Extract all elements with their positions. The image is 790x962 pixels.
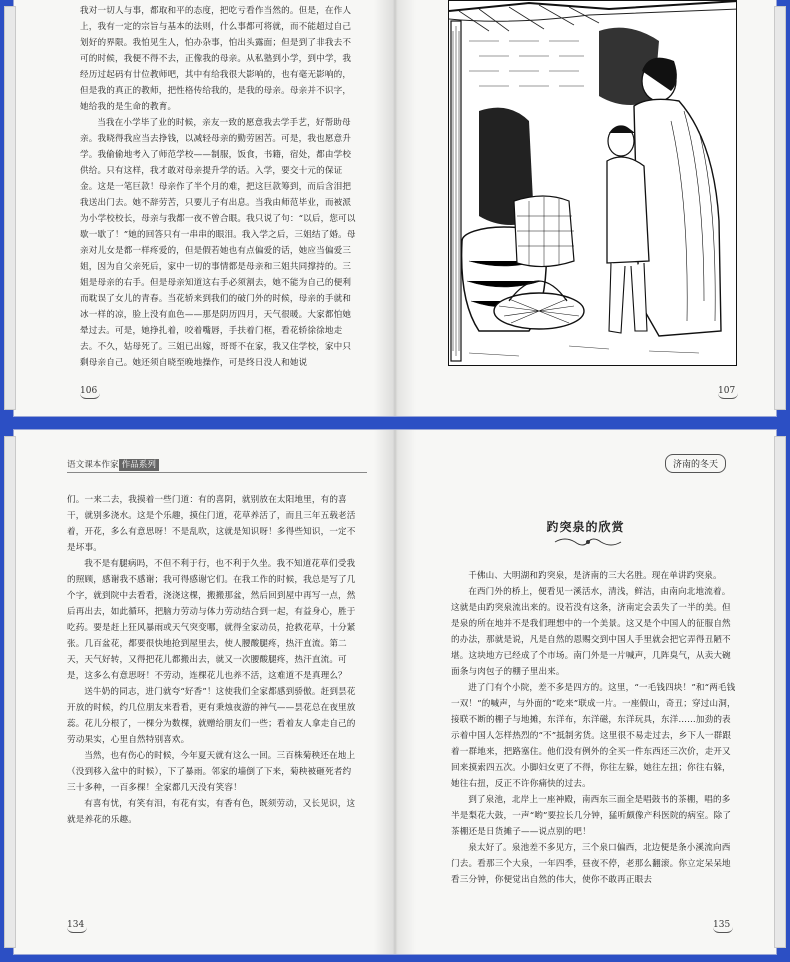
header-rule bbox=[67, 472, 367, 473]
page-107 bbox=[395, 0, 776, 416]
title-ornament bbox=[553, 536, 623, 548]
page-135 bbox=[395, 430, 776, 954]
paragraph: 到了泉池，北岸上一座神殿，南西东三面全是唱鼓书的茶棚，唱的多半是梨花大鼓，一声“哟”要拉长几分钟，猛听颇像产科医院的病室。除了茶棚还是日货摊子——说点别的吧！ bbox=[451, 795, 732, 837]
paragraph: 当然，也有伤心的时候，今年夏天就有这么一回。三百株菊秧还在地上（没到移入盆中的时候），下了暴雨。邻家的墙倒了下来，菊秧被砸死者约三十多种，一百多棵！全家都几天没有笑容！ bbox=[67, 751, 356, 793]
page-number: 106 bbox=[80, 386, 100, 399]
page-number: 134 bbox=[67, 920, 87, 933]
page-106-body bbox=[80, 3, 356, 371]
paragraph: 在西门外的桥上，便看见一溪活水，清浅，鲜洁，由南向北地流着。这就是由趵突泉流出来的。设若没有这条，济南定会丢失了一半的美。但是泉的所在地并不是我们理想中的一个美景。这又是个中国人的征服自然的办法，那就是说，凡是自然的恩赐交到中国人手里就会把它弄得丑陋不堪。这块地方已经成了个市场。南门外是一片喊声，几阵臭气，从卖大碗面条与肉包子的棚子里出来。 bbox=[451, 587, 731, 677]
page-header bbox=[67, 458, 159, 470]
header-series-badge: 作品系列 bbox=[119, 459, 159, 471]
paragraph: 们。一来二去，我摸着一些门道：有的喜阴，就别放在太阳地里，有的喜干，就别多浇水。这是个乐趣，摸住门道，花草养活了，而且三年五载老活着，开花，多么有意思呀！不是乱吹，这就是知识呀！多得些知识，一定不是坏事。 bbox=[67, 495, 356, 553]
illustration bbox=[448, 0, 737, 366]
paragraph: 送牛奶的同志，进门就夸“好香”！这使我们全家都感到骄傲。赶到昙花开放的时候，约几位朋友来看看，更有秉烛夜游的神气——昙花总在夜里放蕊。花儿分根了，一棵分为数棵，就赠给朋友们一些；看着友人拿走自己的劳动果实，心里自然特别喜欢。 bbox=[67, 687, 356, 745]
paragraph: 我对一切人与事，都取和平的态度，把吃亏看作当然的。但是，在作人上，我有一定的宗旨与基本的法则，什么事都可将就，而不能超过自己划好的界限。我怕见生人，怕办杂事，怕出头露面；但是到了非我去不可的时候，我便不得不去，正像我的母亲。从私塾到小学，到中学，我经历过起码有廿位教师吧，其中有给我很大影响的，也有毫无影响的，但是我的真正的教师，把性格传给我的，是我的母亲。母亲并不识字，她给我的是生命的教育。 bbox=[80, 6, 352, 112]
paragraph: 千佛山、大明湖和趵突泉，是济南的三大名胜。现在单讲趵突泉。 bbox=[468, 571, 722, 581]
page-106 bbox=[14, 0, 394, 416]
top-spread bbox=[14, 0, 776, 416]
paragraph: 有喜有忧，有笑有泪，有花有实，有香有色，既须劳动，又长见识，这就是养花的乐趣。 bbox=[67, 799, 356, 825]
header-title: 语文课本作家 bbox=[67, 460, 119, 470]
page-135-body bbox=[451, 568, 739, 888]
page-number: 107 bbox=[718, 386, 738, 399]
page-134 bbox=[14, 430, 394, 954]
paragraph: 我不是有腿病吗，不但不利于行，也不利于久坐。我不知道花草们受我的照顾，感谢我不感谢；我可得感谢它们。在我工作的时候，我总是写了几个字，就到院中去看看，浇浇这棵，搬搬那盆，然后回到屋中再写一点，然后再出去，如此循环，把脑力劳动与体力劳动结合到一起，有益身心，胜于吃药。要是赶上狂风暴雨或天气突变哪，就得全家动员，抢救花草，十分紧张。几百盆花，都要很快地抢到屋里去，使人腰酸腿疼，热汗直流。第二天，天气好转，又得把花儿都搬出去，就又一次腰酸腿疼，热汗直流。可是，这多么有意思呀！不劳动，连棵花儿也养不活，这难道不是真理么？ bbox=[67, 559, 356, 681]
page-134-body bbox=[67, 492, 357, 828]
illustration-drawing bbox=[449, 1, 737, 366]
running-head: 济南的冬天 bbox=[665, 454, 726, 473]
paragraph: 当我在小学毕了业的时候，亲友一致的愿意我去学手艺，好帮助母亲。我晓得我应当去挣钱，以减轻母亲的勤劳困苦。可是，我也愿意升学。我偷偷地考入了师范学校——制服，饭食，书籍，宿处，都由学校供给。只有这样，我才敢对母亲提升学的话。入学，要交十元的保证金。这是一笔巨款！母亲作了半个月的难，把这巨款筹到，而后含泪把我送出门去。她不辞劳苦，只要儿子有出息。当我由师范毕业，而被派为小学校校长，母亲与我都一夜不曾合眼。我只说了句：“以后，您可以歇一歇了！”她的回答只有一串串的眼泪。我入学之后，三姐结了婚。母亲对儿女是都一样疼爱的，但是假若她也有点偏爱的话，她应当偏爱三姐，因为自父亲死后，家中一切的事情都是母亲和三姐共同撑持的。三姐是母亲的右手。但是母亲知道这右手必须割去，她不能为自己的便利而耽误了女儿的青春。当花轿来到我们的破门外的时候，母亲的手就和冰一样的凉，脸上没有血色——那是阴历四月，天气很暖。大家都怕她晕过去。可是，她挣扎着，咬着嘴唇，手扶着门框，看花轿徐徐地走去。不久，姑母死了。三姐已出嫁，哥哥不在家，我又住学校，家中只剩母亲自己。她还须自晓至晚地操作，可是终日没人和她说 bbox=[80, 118, 356, 368]
bottom-spread bbox=[14, 430, 776, 954]
paragraph: 进了门有个小院，差不多是四方的。这里，“一毛钱四块！”和“两毛钱一双！”的喊声，与外面的“吃来”联成一片。一座假山，奇丑；穿过山洞，接联不断的棚子与地摊，东洋布，东洋磁，东洋玩具，东洋……加劲的表示着中国人怎样热烈的“不”抵制劣货。这里很不易走过去，乡下人一群跟着一群地来，把路塞住。他们没有例外的全买一件东西还三次价，走开又回来摸索四五次。小脚妇女更了不得，你往左躲，她往左扭；你往右躲，她往右扭，反正不许你痛快的过去。 bbox=[451, 683, 736, 789]
paragraph: 泉太好了。泉池差不多见方，三个泉口偏西，北边便是条小溪流向西门去。看那三个大泉，一年四季，昼夜不停，老那么翻滚。你立定呆呆地看三分钟，你便觉出自然的伟大，使你不敢再正眼去 bbox=[451, 843, 731, 885]
chapter-title: 趵突泉的欣赏 bbox=[546, 520, 625, 534]
page-number: 135 bbox=[713, 920, 733, 933]
